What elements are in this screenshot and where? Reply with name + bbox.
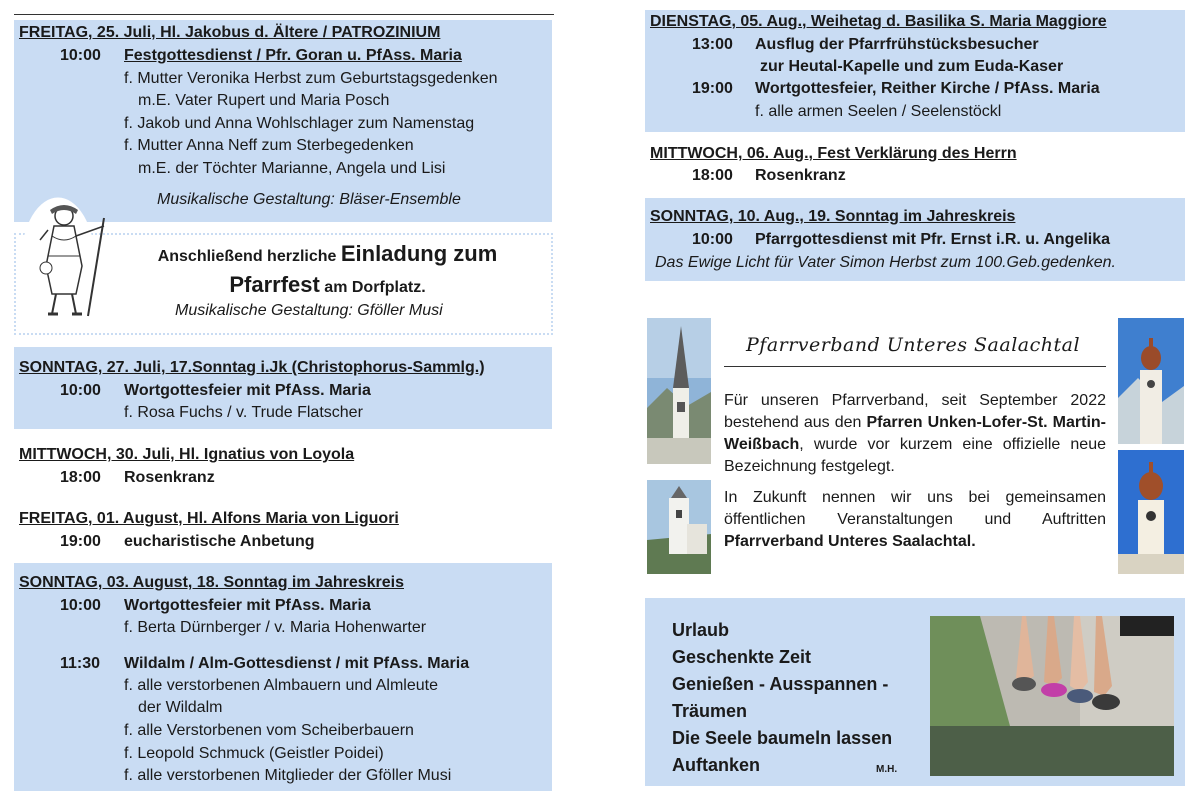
event-title: Wortgottesfeier mit PfAss. Maria xyxy=(124,597,371,614)
intention-line: der Wildalm xyxy=(138,699,223,716)
urlaub-line: Genießen - Ausspannen - xyxy=(672,674,889,694)
event-title: Rosenkranz xyxy=(124,469,215,486)
event-title: Wortgottesfeier mit PfAss. Maria xyxy=(124,382,371,399)
top-rule xyxy=(14,14,554,15)
music-note: Musikalische Gestaltung: Bläser-Ensemble xyxy=(157,191,461,208)
intention-line: f. Mutter Veronika Herbst zum Geburtstagsgedenken xyxy=(124,70,498,87)
event-header: DIENSTAG, 05. Aug., Weihetag d. Basilika S. Maria Maggiore xyxy=(650,13,1107,30)
onion-dome-church-photo-4-icon xyxy=(1118,450,1184,574)
pfarrverband-text xyxy=(724,390,1106,562)
event-header: SONNTAG, 03. August, 18. Sonntag im Jahreskreis xyxy=(19,574,404,591)
title-rule xyxy=(724,366,1106,367)
event-header: FREITAG, 01. August, Hl. Alfons Maria von Liguori xyxy=(19,510,399,527)
urlaub-line: Träumen xyxy=(672,701,748,721)
event-header: SONNTAG, 27. Juli, 17.Sonntag i.Jk (Christophorus-Sammlg.) xyxy=(19,359,485,376)
saint-james-pilgrim-figure-icon xyxy=(18,196,112,322)
event-header: MITTWOCH, 06. Aug., Fest Verklärung des Herrn xyxy=(650,145,1017,162)
pfarrverband-title: Pfarrverband Unteres Saalachtal xyxy=(746,334,1081,356)
intention-line: f. alle verstorbenen Mitglieder der Gföller Musi xyxy=(124,767,452,784)
event-title: Rosenkranz xyxy=(755,167,846,184)
event-time: 10:00 xyxy=(60,47,101,64)
pfarrverband-paragraph-2: In Zukunft nennen wir uns bei gemeinsamen öffentlichen Veranstaltungen und Auftritten Pfarrverband Unteres Saalachtal. xyxy=(724,489,1106,550)
dangling-feet-photo-icon xyxy=(930,616,1174,776)
event-time: 18:00 xyxy=(692,167,733,184)
event-header: SONNTAG, 10. Aug., 19. Sonntag im Jahreskreis xyxy=(650,208,1016,225)
event-title: Ausflug der Pfarrfrühstücksbesucher xyxy=(755,36,1039,53)
event-title: Festgottesdienst / Pfr. Goran u. PfAss. Maria xyxy=(124,47,462,64)
invitation-big: Einladung zum xyxy=(340,241,498,266)
intention-line: f. Rosa Fuchs / v. Trude Flatscher xyxy=(124,404,363,421)
event-time: 13:00 xyxy=(692,36,733,53)
event-time: 11:30 xyxy=(60,655,101,672)
event-title: Pfarrgottesdienst mit Pfr. Ernst i.R. u. Angelika xyxy=(755,231,1111,248)
intention-line: m.E. Vater Rupert und Maria Posch xyxy=(138,92,390,109)
event-header: MITTWOCH, 30. Juli, Hl. Ignatius von Loyola xyxy=(19,446,355,463)
event-time: 10:00 xyxy=(60,382,101,399)
intention-line: f. Jakob und Anna Wohlschlager zum Namenstag xyxy=(124,115,475,132)
event-time: 18:00 xyxy=(60,469,101,486)
event-note: Das Ewige Licht für Vater Simon Herbst zum 100.Geb.gedenken. xyxy=(655,254,1116,271)
event-time: 19:00 xyxy=(692,80,733,97)
onion-dome-church-photo-3-icon xyxy=(1118,318,1184,444)
event-time: 10:00 xyxy=(692,231,733,248)
pfarrverband-paragraph-1: Für unseren Pfarrverband, seit September 2022 bestehend aus den Pfarren Unken-Lofer-St. Martin-Weißbach, wurde vor kurzem eine offizielle neue Bezeichnung festgelegt. xyxy=(724,392,1107,475)
church-tower-photo-2-icon xyxy=(647,480,711,574)
event-title: Wortgottesfeier, Reither Kirche / PfAss. Maria xyxy=(755,80,1100,97)
urlaub-line: Die Seele baumeln lassen xyxy=(672,728,893,748)
pfarrfest-line-2 xyxy=(120,272,535,298)
invitation-place: am Dorfplatz. xyxy=(319,279,426,296)
invitation-prefix: Anschließend herzliche xyxy=(157,248,341,265)
intention-line: f. alle verstorbenen Almbauern und Almleute xyxy=(124,677,438,694)
urlaub-line: Geschenkte Zeit xyxy=(672,647,812,667)
urlaub-line: Auftanken xyxy=(672,755,761,775)
intention-line: f. Berta Dürnberger / v. Maria Hohenwarter xyxy=(124,619,427,636)
event-title: zur Heutal-Kapelle und zum Euda-Kaser xyxy=(760,58,1064,75)
event-time: 10:00 xyxy=(60,597,101,614)
music-note: Musikalische Gestaltung: Gföller Musi xyxy=(175,302,443,319)
urlaub-line: Urlaub xyxy=(672,620,730,640)
intention-line: f. alle Verstorbenen vom Scheiberbauern xyxy=(124,722,414,739)
intention-line: m.E. der Töchter Marianne, Angela und Lisi xyxy=(138,160,446,177)
event-title: eucharistische Anbetung xyxy=(124,533,315,550)
intention-line: f. Leopold Schmuck (Geistler Poidei) xyxy=(124,745,384,762)
event-time: 19:00 xyxy=(60,533,101,550)
pfarrfest-line-1 xyxy=(120,241,535,267)
author-initials: M.H. xyxy=(876,764,898,775)
invitation-pfarrfest: Pfarrfest xyxy=(229,272,320,297)
intention-line: f. Mutter Anna Neff zum Sterbegedenken xyxy=(124,137,414,154)
event-header: FREITAG, 25. Juli, Hl. Jakobus d. Ältere / PATROZINIUM xyxy=(19,24,441,41)
church-spire-photo-1-icon xyxy=(647,318,711,464)
intention-line: f. alle armen Seelen / Seelenstöckl xyxy=(755,103,1002,120)
event-title: Wildalm / Alm-Gottesdienst / mit PfAss. Maria xyxy=(124,655,470,672)
